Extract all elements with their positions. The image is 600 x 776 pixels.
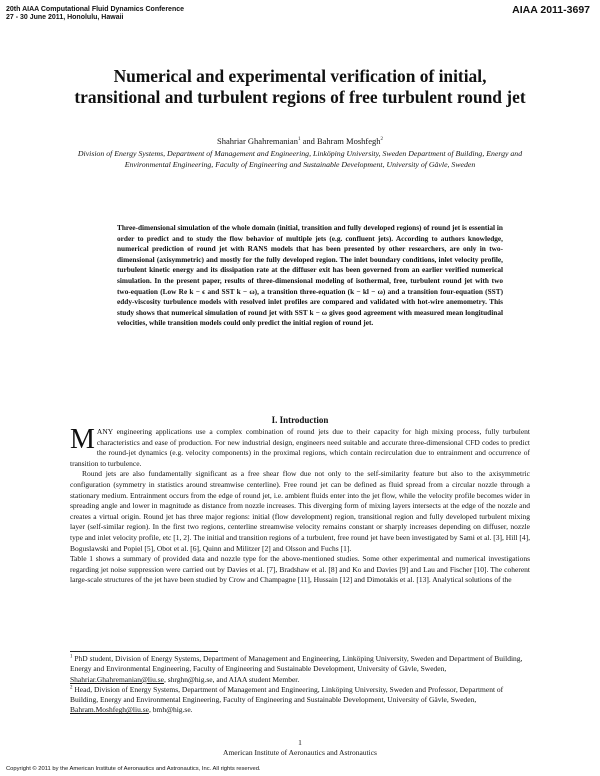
authors bbox=[0, 136, 600, 146]
intro-paragraph-1-text: ANY engineering applications use a complex combination of round jets due to their capacity for high mixing process, fully turbulent characteristics and ease of production. For new industrial design, engineers need suitable and accurate three-dimensional CFD codes to predict the round-jet dynamics (e.g. velocity components) in the proximal regions, which contain recirculation due to entrainment and occurrence of transition to turbulence. bbox=[70, 427, 530, 468]
footnote-2-email-link[interactable]: Bahram.Moshfegh@liu.se bbox=[70, 705, 149, 715]
footnote-1-tail: , shrghn@hig.se, and AIAA student Member. bbox=[163, 674, 300, 684]
conference-name: 20th AIAA Computational Fluid Dynamics Conference bbox=[6, 6, 185, 13]
author-conjunction: and bbox=[300, 136, 317, 146]
abstract: Three-dimensional simulation of the whole domain (initial, transition and fully developed regions) of round jet is essential in order to predict and to study the flow behavior of multiple jets (e.g. confluent jets). According to authors knowledge, numerical prediction of round jet with RANS models that has been presented by other researchers, are only in two-dimensional (axisymmetric) and mostly for the fully developed region. The inlet boundary conditions, inlet velocity profile, turbulent kinetic energy and its dissipation rate at the diffuser exit has been governed from an earlier verified numerical simulation. In the present paper, results of three-dimensional modeling of isothermal, free, turbulent round jet with two two-equation (Low Re k − ϵ and SST k − ω), a transition three-equation (k − kl − ω) and a transition four-equation (SST) eddy-viscosity turbulence models with resolved inlet profiles are compared and validated with hot-wire anemometry. This study shows that numerical simulation of round jet with SST k − ω gives good agreement with measured mean longitudinal velocities, while transition models could only predict the initial region of round jet. bbox=[117, 223, 503, 328]
title-line-1: Numerical and experimental verification of initial, bbox=[113, 66, 487, 86]
footnote-2-mark: 2 bbox=[70, 685, 73, 691]
copyright-notice: Copyright © 2011 by the American Institute of Aeronautics and Astronautics, Inc. All rights reserved. bbox=[6, 766, 261, 772]
footnote-1-mark: 1 bbox=[70, 654, 73, 660]
page-number: 1 bbox=[298, 738, 302, 747]
conference-header bbox=[6, 6, 184, 22]
paper-title bbox=[40, 66, 560, 108]
footnote-2-tail: , bmh@hig.se. bbox=[148, 705, 193, 715]
footnote-rule bbox=[70, 651, 218, 652]
author-2: Bahram Moshfegh bbox=[316, 136, 381, 146]
footnote-1-text: PhD student, Division of Energy Systems, Department of Management and Engineering, Linköping University, Sweden and Department of Building, Energy and Environmental Engineering, Faculty of Engineering and Sustainable Development, University of Gävle, Sweden, bbox=[70, 654, 523, 674]
affiliations: Division of Energy Systems, Department of Management and Engineering, Linköping University, Sweden Department of Building, Energy and Environmental Engineering, Faculty of Engineering and Sustainable Development, University of Gävle, Sweden bbox=[77, 149, 523, 169]
footnote-1-email-link[interactable]: Shahriar.Ghahremanian@liu.se bbox=[70, 674, 164, 684]
footnote-2-text: Head, Division of Energy Systems, Department of Management and Engineering, Linköping University, Sweden and Professor, Department of Building, Energy and Environmental Engineering, Faculty of Engineering and Sustainable Development, University of Gävle, Sweden, bbox=[70, 684, 504, 705]
author-1: Shahriar Ghahremanian bbox=[216, 136, 298, 146]
introduction-body bbox=[70, 424, 530, 586]
intro-paragraph-2: Round jets are also fundamentally significant as a free shear flow due not only to the self-similarity feature but also to the axisymmetric configuration (symmetry in statistics around streamwise centerline). Free round jet can be defined as fluid spread from a circular nozzle through a stationary medium. Entrainment occurs from the edge of round jet, i.e. ambient fluids enter into the jet flow, while the velocity profile becomes wider in spreading angle and lower in magnitude as distance from nozzle increases. This diverging form of mixing layers intersects at the edge of the nozzle and creates a virtual origin. Round jet has three major regions: initial (flow development) region, transitional region and fully developed turbulent mixing layer (self-similar region). In the first two regions, centerline streamwise velocity remains constant or sharply increases depending on diffuser, nozzle type and inlet velocity profile, etc [1, 2]. The initial and transition regions of a turbulent, free round jet have been investigated by Sami et al. [3], Hill [4], Boguslawski and Popiel [5], Obot et al. [6], Quinn and Militzer [2] and Olsson and Fuchs [1]. bbox=[70, 469, 530, 553]
author-1-footnote-mark: 1 bbox=[297, 137, 301, 143]
footer-organization: American Institute of Aeronautics and Astronautics bbox=[223, 748, 377, 757]
footnote-1 bbox=[70, 654, 530, 685]
footnotes bbox=[70, 654, 530, 716]
intro-paragraph-1 bbox=[70, 424, 530, 469]
footnote-2 bbox=[70, 685, 530, 716]
intro-paragraph-3: Table 1 shows a summary of provided data and nozzle type for the above-mentioned studies. Some other experimental and numerical investigations regarding jet noise suppression were carried out by Davies et al. [7], Bradshaw et al. [8] and Ko and Davies [9] and Lau and Fischer [10]. The coherent large-scale structures of the jet have been studied by Crow and Champagne [11], Hussain [12] and Dimotakis et al. [13]. Analytical solutions of the bbox=[70, 554, 530, 585]
author-2-footnote-mark: 2 bbox=[380, 137, 383, 143]
drop-cap: M bbox=[70, 424, 95, 455]
title-line-2: transitional and turbulent regions of free turbulent round jet bbox=[74, 87, 526, 107]
conference-dates: 27 - 30 June 2011, Honolulu, Hawaii bbox=[6, 14, 124, 21]
section-title-introduction: I. Introduction bbox=[271, 415, 329, 425]
paper-number: AIAA 2011-3697 bbox=[512, 4, 590, 16]
